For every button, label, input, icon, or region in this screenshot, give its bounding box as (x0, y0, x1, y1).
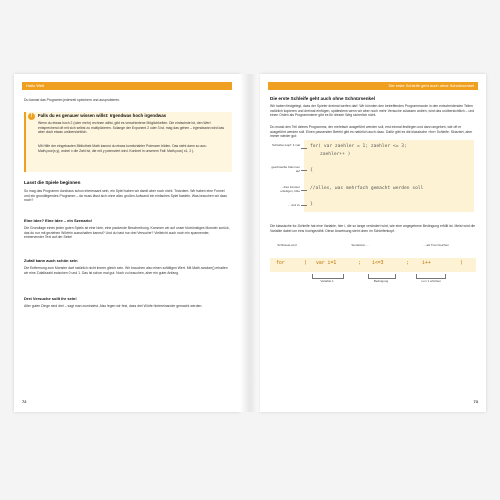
diagram-item-paren-close: ) (460, 261, 463, 266)
para-spiel: So mag das Programm durchaus schon interessant sein, ein Spiel haben wir damit aber noch nicht. Trotzdem. Wir haben eine Formel und ein grundlegendes Programm – da muss lässt sich ohne allzu großen Aufwand ein einfaches Spiel basteln. Was brauchen wir dazu noch? (24, 189, 228, 203)
code-line-4: //alles, was mehrfach gemacht werden soll (310, 186, 424, 191)
code-box (304, 140, 474, 212)
diagram-item-semicolon-2: ; (406, 261, 409, 266)
code-line-2: zaehler++ ) (320, 152, 351, 157)
diagram-label-keyword: Schlüssel-wort (277, 243, 297, 247)
annotation-brace-close-line (301, 205, 307, 206)
right-page (260, 74, 486, 412)
diagram-code-row (270, 258, 476, 272)
left-page (14, 74, 240, 412)
diagram-label-variable: Variable 1 (320, 279, 334, 283)
para-schleife-1: Wir haben festgelegt, dass der Spieler dreimal werfen darf. Wir könnten den betreffenden Programmcode in den entscheidenden Teilen natürlich kopieren und dreimal einfügen, spätestens wenn wir aber noch mehr Versuche zulassen wollen, wird das unübersichtlich – und einen Orden als Programmierer gibt es für diesen Weg sicherlich nicht. (270, 104, 475, 118)
left-page-number: 72 (22, 399, 27, 404)
right-header-bar (268, 82, 478, 90)
heading-drei: Drei Versuche sollt ihr sein! (24, 296, 77, 301)
intro-text: Du kannst das Programm jederzeit speichern und ausprobieren. (24, 98, 121, 102)
code-line-1: for( var zaehler = 1; zaehler <= 3; (310, 144, 407, 149)
diagram-label-semicolon: Semikolon ... (351, 243, 369, 247)
code-line-3: { (310, 168, 313, 173)
info-title: Falls du es genauer wissen willst: Irgendwas hoch irgendwas (38, 113, 167, 118)
annotation-head: Schleifen-kopf: 3 mal (271, 143, 300, 147)
diagram-item-condition: i<=3 (372, 261, 384, 266)
info-text-2: Mit Hilfe der eingebauten Bibliothek Math kannst du etwas komfortabler Potenzen bilden. Das sieht dann so aus: Math.pow(x,y), wobei x die Zahl ist, die mit y potenziert wird. Konkret in unserem Fall: Math.pow( x1, 2 ). (38, 144, 207, 153)
diagram-label-increment: i um 1 erhöhen (420, 279, 441, 283)
heading-schleife: Die erste Schleife geht auch ohne Schnürsenkel (270, 96, 375, 101)
diagram-label-condition: Bedingung (373, 279, 389, 283)
book-gutter (240, 74, 260, 412)
right-header-text: Die erste Schleife geht auch ohne Schnürsenkel (388, 83, 474, 88)
para-drei: Aller guten Dinge sind drei – sagt man zumindest. Also legen wir fest, dass drei Würfe hintereinander gemacht werden. (24, 304, 203, 308)
info-box (24, 112, 232, 172)
annotation-brace-open-line (301, 170, 307, 171)
diagram-label-separator: ... als Trennzeichen (422, 243, 449, 247)
info-icon: ! (28, 113, 35, 120)
annotation-head-line (301, 148, 307, 149)
diagram-item-var: var i=1 (316, 261, 337, 266)
annotation-brace-close: ... und zu (287, 203, 300, 207)
diagram-item-paren-open: ( (304, 261, 307, 266)
left-header-bar (22, 82, 232, 90)
annotation-body: ... dies Fenster erledigen, bitte (280, 185, 300, 193)
heading-spiel: Lasst die Spiele beginnen (24, 180, 81, 185)
annotation-body-line (301, 190, 307, 191)
left-header-text: Hallo Welt (26, 83, 45, 88)
heading-idee: Eine Idee? Eine Idee – ein Szenario! (24, 218, 93, 223)
diagram-item-for: for (276, 261, 285, 266)
para-zufall: Die Entfernung zum Monster darf natürlich nicht immer gleich sein. Wir brauchen also einen zufälligen Wert. Mit Math.random() erhalten wir eine Zufallszahl zwischen 0 und 1. Das ist schon mal gut. Noch zu brauchen, aber ein guter Anfang. (24, 266, 228, 275)
para-schleife-2: Du musst den Teil deines Programms, der mehrfach ausgeführt werden soll, erst einmal festlegen und dann angeben, wie oft er ausgeführt werden soll. Einen passenden Befehl gibt es natürlich auch dazu. Dafür gibt es die klassische »for« Schleife. Skizziert, aber immer wieder gut: (270, 125, 473, 139)
diagram-item-increment: i++ (422, 261, 431, 266)
info-text-1: Wenn du etwas hoch 2 (oder mehr) rechnen willst, gibt es verschiedene Möglichkeiten. Die einfachste ist, den Wert entsprechend oft mit sich selbst zu multiplizieren. Solange der Exponent 2 oder 3 ist, mag das gehen – irgendwann wird das aber doch etwas unübersichtlich. (38, 121, 225, 135)
right-page-number: 73 (473, 399, 478, 404)
code-line-5: } (310, 202, 313, 207)
diagram-item-semicolon-1: ; (358, 261, 361, 266)
heading-zufall: Zufall kann auch schön sein (24, 258, 78, 263)
para-idee: Die Grundlage eines jeden guten Spiels ist eine Idee, eine packende Beschreibung. Kommen wir auf unser blutrünstiges Monster zurück, das du nur mit geziehen Würfeln ausschalten kannst? Und du hast nur drei Versuche? Vielleicht auch noch ein spannender, entnervender Text auf der Seite! (24, 226, 230, 240)
para-klassisch: Die klassische for-Schleife hat eine Variable, hier i, die so lange verändert wird, wie eine angegebene Bedingung erfüllt ist. Meist wird die Variable dabei um eins hochgezählt. Diese Anweisung steht oben im Schleifenkopf. (270, 224, 476, 233)
annotation-brace-open: geschweifte Klammer auf (271, 165, 300, 173)
